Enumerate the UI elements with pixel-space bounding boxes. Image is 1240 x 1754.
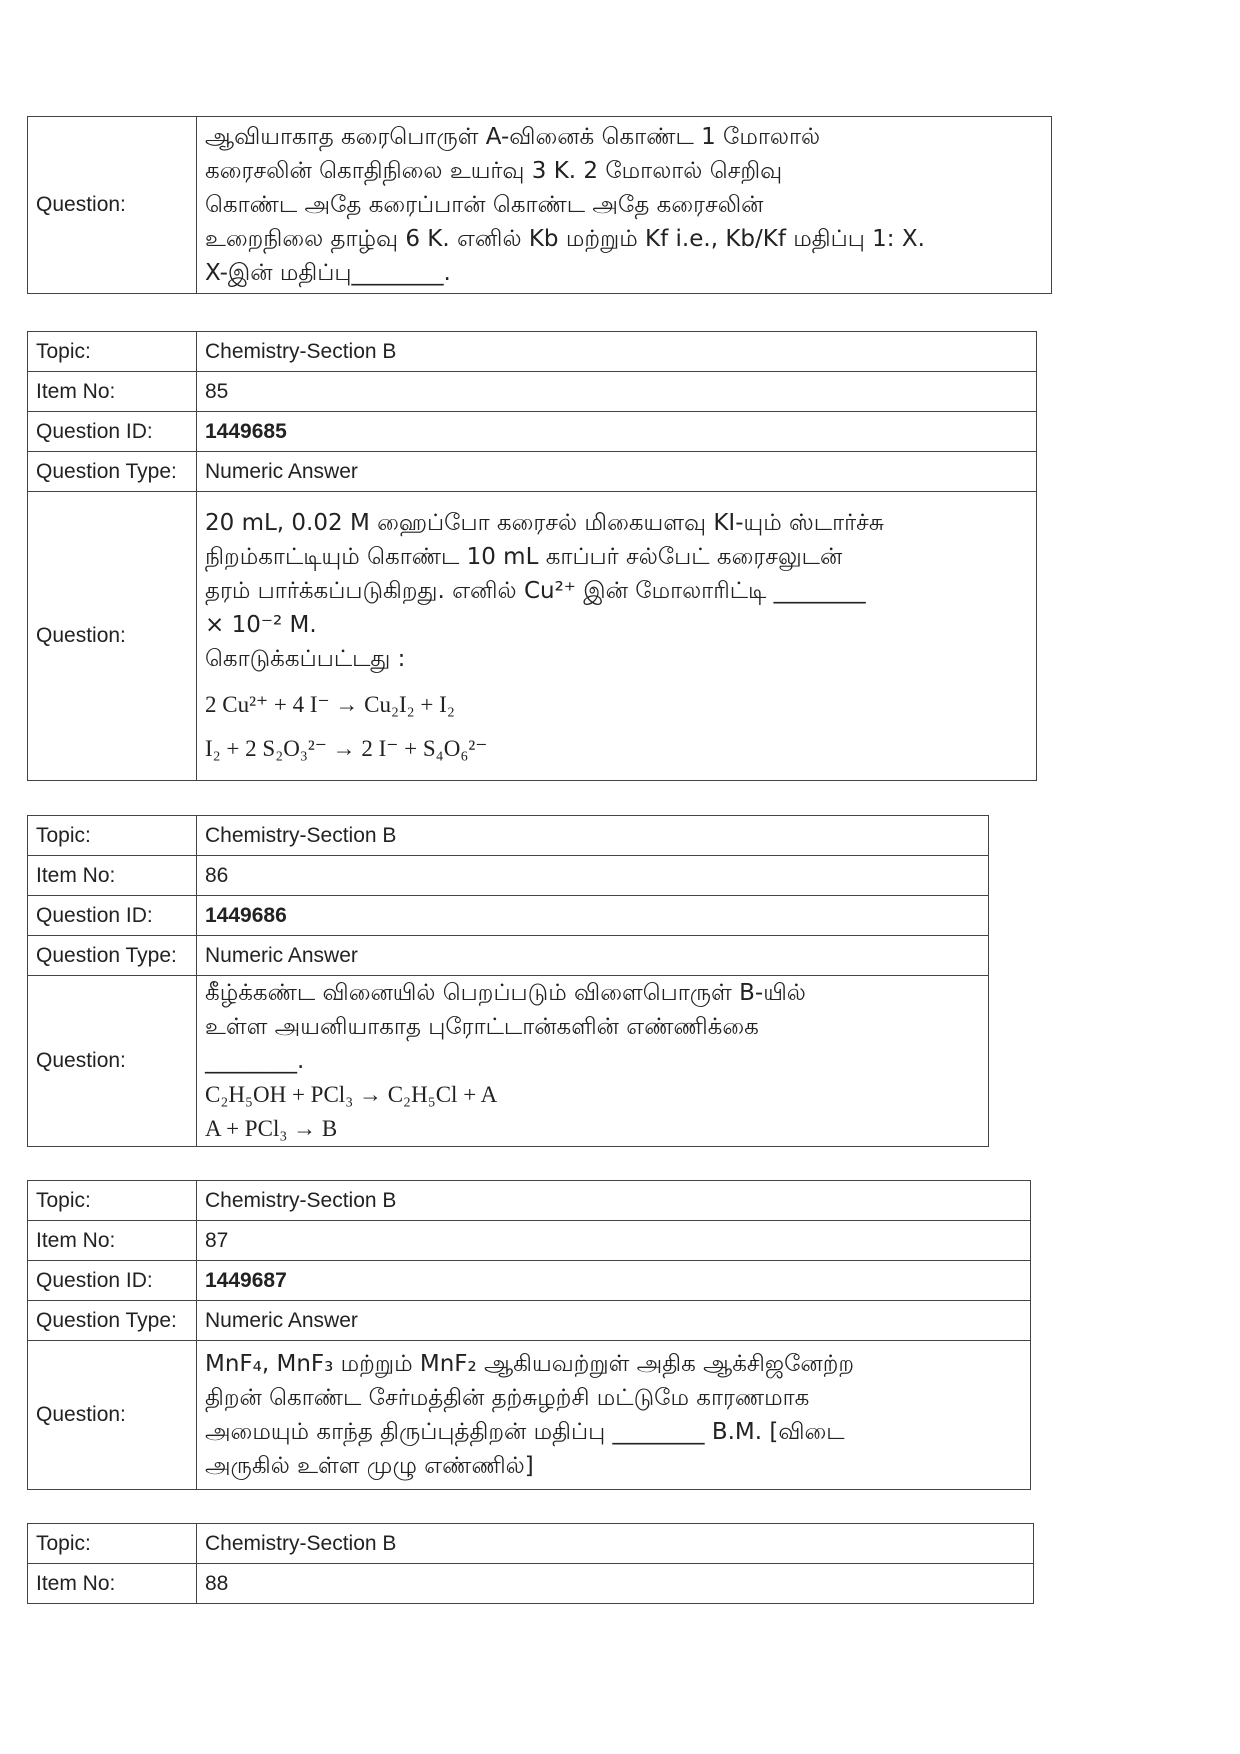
equation: I₂ + 2 S₂O₃²⁻ → 2 I⁻ + S₄O₆²⁻ (205, 736, 488, 761)
equation: A + PCl₃ → B (205, 1116, 338, 1141)
question-block-85 (27, 331, 1037, 781)
question-text (197, 492, 1037, 781)
question-block-84 (27, 116, 1052, 294)
question-type-value: Numeric Answer (197, 452, 1037, 492)
question-label: Question: (28, 976, 197, 1147)
question-id-label: Question ID: (28, 412, 197, 452)
question-line: × 10⁻² M. (205, 612, 317, 638)
question-line: அருகில் உள்ள முழு எண்ணில்] (205, 1453, 534, 1479)
question-type-value: Numeric Answer (197, 1301, 1031, 1341)
topic-label: Topic: (28, 1524, 197, 1564)
question-block-88 (27, 1523, 1034, 1604)
question-block-87 (27, 1180, 1031, 1490)
question-line: கரைசலின் கொதிநிலை உயர்வு 3 K. 2 மோலால் செறிவு (205, 158, 783, 184)
question-text (197, 976, 989, 1147)
topic-label: Topic: (28, 332, 197, 372)
topic-label: Topic: (28, 1181, 197, 1221)
topic-label: Topic: (28, 816, 197, 856)
question-text (197, 1341, 1031, 1490)
topic-value: Chemistry-Section B (197, 1181, 1031, 1221)
question-label: Question: (28, 1341, 197, 1490)
question-line: கொடுக்கப்பட்டது : (205, 646, 406, 672)
question-id-label: Question ID: (28, 1261, 197, 1301)
question-type-value: Numeric Answer (197, 936, 989, 976)
question-line: தரம் பார்க்கப்படுகிறது. எனில் Cu²⁺ இன் மோலாரிட்டி ________ (205, 578, 866, 604)
topic-value: Chemistry-Section B (197, 332, 1037, 372)
item-no-value: 86 (197, 856, 989, 896)
question-line: அமையும் காந்த திருப்புத்திறன் மதிப்பு ________ B.M. [விடை (205, 1419, 845, 1445)
question-line: உறைநிலை தாழ்வு 6 K. எனில் Kb மற்றும் Kf i.e., Kb/Kf மதிப்பு 1: X. (205, 226, 925, 252)
question-line: ஆவியாகாத கரைபொருள் A-வினைக் கொண்ட 1 மோலால் (205, 124, 821, 150)
question-type-label: Question Type: (28, 936, 197, 976)
question-line: 20 mL, 0.02 M ஹைப்போ கரைசல் மிகையளவு KI-யும் ஸ்டார்ச்சு (205, 510, 884, 536)
question-line: கொண்ட அதே கரைப்பான் கொண்ட அதே கரைசலின் (205, 192, 764, 218)
question-line: MnF₄, MnF₃ மற்றும் MnF₂ ஆகியவற்றுள் அதிக ஆக்சிஜனேற்ற (205, 1351, 855, 1377)
item-no-label: Item No: (28, 1564, 197, 1604)
question-id-label: Question ID: (28, 896, 197, 936)
question-text (197, 117, 1052, 294)
item-no-label: Item No: (28, 856, 197, 896)
question-type-label: Question Type: (28, 1301, 197, 1341)
question-line: ________. (205, 1048, 305, 1074)
question-line: நிறம்காட்டியும் கொண்ட 10 mL காப்பர் சல்பேட் கரைசலுடன் (205, 544, 843, 570)
item-no-label: Item No: (28, 372, 197, 412)
item-no-value: 87 (197, 1221, 1031, 1261)
topic-value: Chemistry-Section B (197, 1524, 1034, 1564)
question-line: கீழ்க்கண்ட வினையில் பெறப்படும் விளைபொருள் B-யில் (205, 980, 806, 1006)
question-line: உள்ள அயனியாகாத புரோட்டான்களின் எண்ணிக்கை (205, 1014, 759, 1040)
item-no-label: Item No: (28, 1221, 197, 1261)
equation: 2 Cu²⁺ + 4 I⁻ → Cu₂I₂ + I₂ (205, 692, 455, 717)
question-line: X-இன் மதிப்பு________. (205, 260, 451, 286)
question-id-value: 1449686 (197, 896, 989, 936)
item-no-value: 85 (197, 372, 1037, 412)
equation: C₂H₅OH + PCl₃ → C₂H₅Cl + A (205, 1082, 498, 1107)
question-id-value: 1449687 (197, 1261, 1031, 1301)
question-label: Question: (28, 492, 197, 781)
topic-value: Chemistry-Section B (197, 816, 989, 856)
question-line: திறன் கொண்ட சேர்மத்தின் தற்சுழற்சி மட்டுமே காரணமாக (205, 1385, 810, 1411)
question-type-label: Question Type: (28, 452, 197, 492)
question-id-value: 1449685 (197, 412, 1037, 452)
question-block-86 (27, 815, 989, 1147)
question-label: Question: (28, 117, 197, 294)
item-no-value: 88 (197, 1564, 1034, 1604)
